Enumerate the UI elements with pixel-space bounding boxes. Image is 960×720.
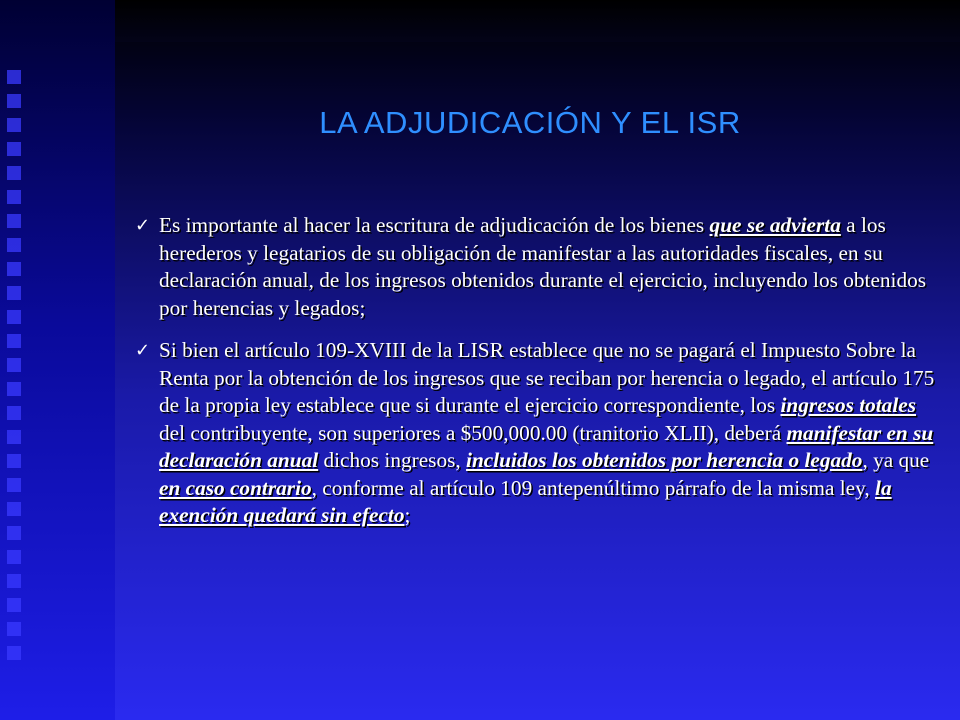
text-segment: a los herederos y legatarios de su obligación de manifestar a las autoridades fiscales, en su declaración anual, de los ingresos obtenidos durante el ejercicio, incluyendo los obtenidos por herencias y legados;	[159, 213, 927, 320]
text-segment: del contribuyente, son superiores a $500,000.00 (tranitorio XLII), deberá	[159, 420, 787, 445]
text-segment: dichos ingresos,	[318, 448, 467, 472]
check-icon: ✓	[135, 215, 151, 236]
decorative-square	[7, 310, 21, 324]
decorative-square	[7, 166, 21, 180]
slide-title: LA ADJUDICACIÓN Y EL ISR	[319, 105, 741, 140]
decorative-square	[7, 262, 21, 276]
slide-content	[135, 212, 935, 545]
decorative-square	[7, 622, 21, 636]
decorative-square	[7, 286, 21, 300]
bullet-item-1	[135, 212, 935, 322]
decorative-square	[7, 526, 21, 540]
text-segment: ;	[404, 503, 411, 527]
emphasized-text: incluidos los obtenidos por herencia o legado	[466, 448, 863, 472]
emphasized-text: la exención quedará sin efecto	[159, 475, 892, 527]
decorative-square	[7, 550, 21, 564]
decorative-square	[7, 358, 21, 372]
check-icon: ✓	[135, 340, 151, 361]
decorative-square	[7, 142, 21, 156]
decorative-square	[7, 574, 21, 588]
emphasized-text: manifestar en su declaración anual	[159, 420, 934, 472]
decorative-square	[7, 238, 21, 252]
decorative-squares	[7, 70, 27, 670]
decorative-square	[7, 502, 21, 516]
bullet-text	[159, 337, 935, 530]
emphasized-text: en caso contrario	[159, 475, 312, 500]
decorative-square	[7, 214, 21, 228]
emphasized-text: ingresos totales	[780, 393, 916, 417]
decorative-square	[7, 334, 21, 348]
decorative-square	[7, 646, 21, 660]
text-segment: , ya que	[862, 448, 930, 472]
decorative-square	[7, 598, 21, 612]
decorative-square	[7, 406, 21, 420]
decorative-square	[7, 478, 21, 492]
decorative-square	[7, 454, 21, 468]
decorative-square	[7, 430, 21, 444]
bullet-item-2	[135, 337, 935, 530]
emphasized-text: que se advierta	[709, 213, 841, 237]
text-segment: Si bien el artículo 109-XVIII de la LISR establece que no se pagará el Impuesto Sobre la Renta por la obtención de los ingresos que se reciban por herencia o legado, el artículo 175 de la propia ley establece que si durante el ejercicio correspondiente, los	[159, 338, 935, 417]
text-segment: , conforme al artículo 109 antepenúltimo párrafo de la misma ley,	[311, 475, 876, 500]
decorative-square	[7, 382, 21, 396]
top-band	[0, 0, 960, 42]
bullet-text	[159, 212, 935, 322]
decorative-square	[7, 70, 21, 84]
decorative-square	[7, 190, 21, 204]
text-segment: Es importante al hacer la escritura de adjudicación de los bienes	[159, 213, 710, 237]
